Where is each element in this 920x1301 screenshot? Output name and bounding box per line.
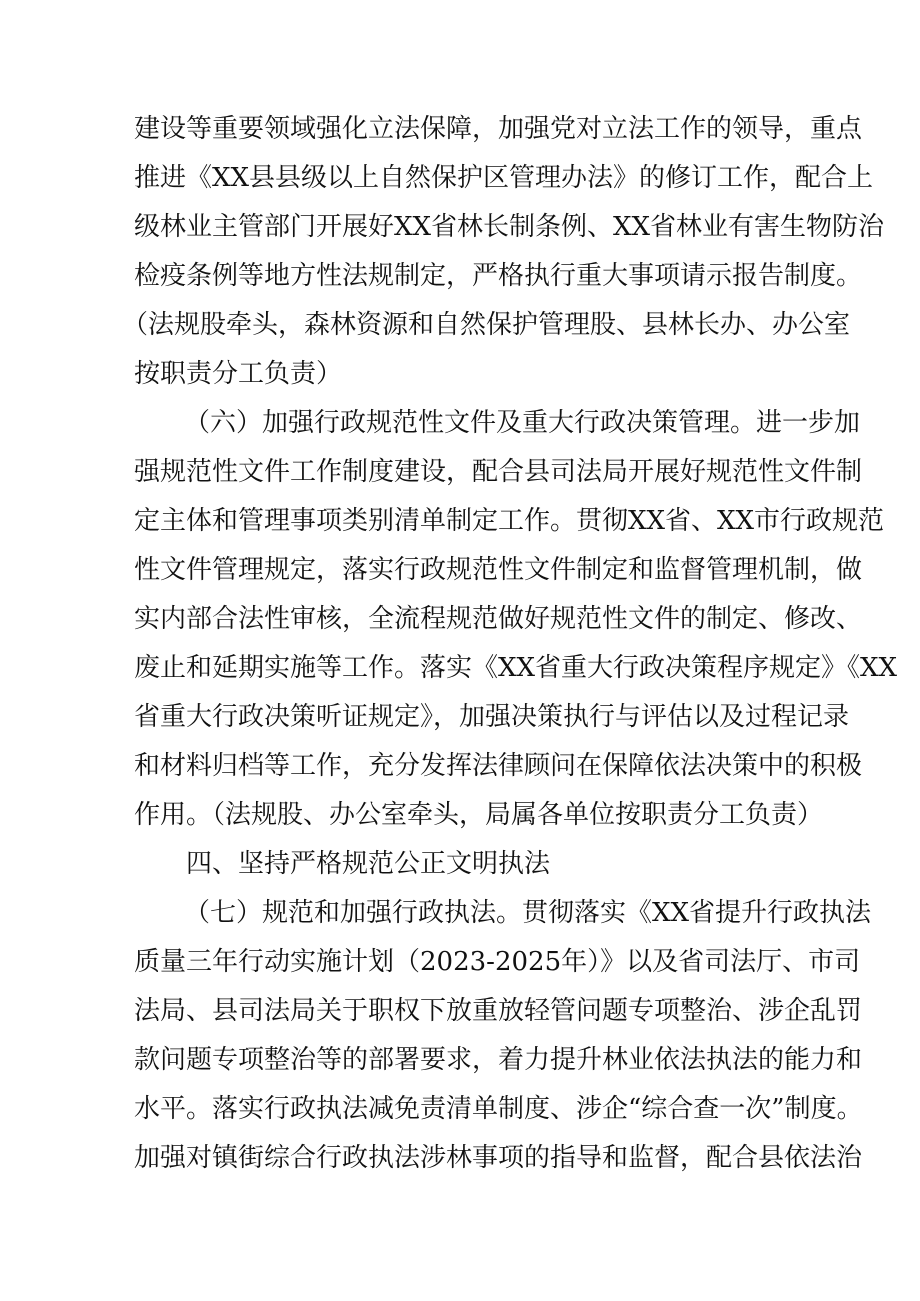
text-line: 强规范性文件工作制度建设，配合县司法局开展好规范性文件制 [134, 457, 863, 487]
text-line: 推进《XX县县级以上自然保护区管理办法》的修订工作，配合上 [134, 163, 874, 193]
text-line: 水平。落实行政执法减免责清单制度、涉企“综合查一次”制度。 [134, 1094, 863, 1124]
text-line: 按职责分工负责） [134, 359, 343, 389]
text-line: 作用。（法规股、办公室牵头，局属各单位按职责分工负责） [134, 800, 824, 830]
text-line: （法规股牵头，森林资源和自然保护管理股、县林长办、办公室 [122, 310, 851, 340]
chapter-heading-4: 四、坚持严格规范公正文明执法 [186, 849, 551, 879]
text-line: 废止和延期实施等工作。落实《XX省重大行政决策程序规定》《XX [134, 653, 898, 683]
text-line: 法局、县司法局关于职权下放重放轻管问题专项整治、涉企乱罚 [134, 996, 863, 1026]
text-line: 和材料归档等工作，充分发挥法律顾问在保障依法决策中的积极 [134, 751, 863, 781]
text-line: 款问题专项整治等的部署要求，着力提升林业依法执法的能力和 [134, 1045, 863, 1075]
text-line: 质量三年行动实施计划（2023-2025年）》以及省司法厅、市司 [134, 947, 861, 977]
text-line: 建设等重要领域强化立法保障，加强党对立法工作的领导，重点 [134, 114, 863, 144]
text-line: 加强对镇街综合行政执法涉林事项的指导和监督，配合县依法治 [134, 1143, 863, 1173]
section-heading-7: （七）规范和加强行政执法。贯彻落实《XX省提升行政执法 [184, 898, 872, 928]
document-body [122, 105, 898, 1183]
text-line: 省重大行政决策听证规定》，加强决策执行与评估以及过程记录 [134, 702, 850, 732]
text-line: 性文件管理规定，落实行政规范性文件制定和监督管理机制，做 [134, 555, 863, 585]
text-line: 实内部合法性审核，全流程规范做好规范性文件的制定、修改、 [134, 604, 863, 634]
text-line: 定主体和管理事项类别清单制定工作。贯彻XX省、XX市行政规范 [134, 506, 885, 536]
section-heading-6: （六）加强行政规范性文件及重大行政决策管理。进一步加 [184, 408, 861, 438]
text-line: 级林业主管部门开展好XX省林长制条例、XX省林业有害生物防治 [134, 212, 885, 242]
text-line: 检疫条例等地方性法规制定，严格执行重大事项请示报告制度。 [134, 261, 863, 291]
